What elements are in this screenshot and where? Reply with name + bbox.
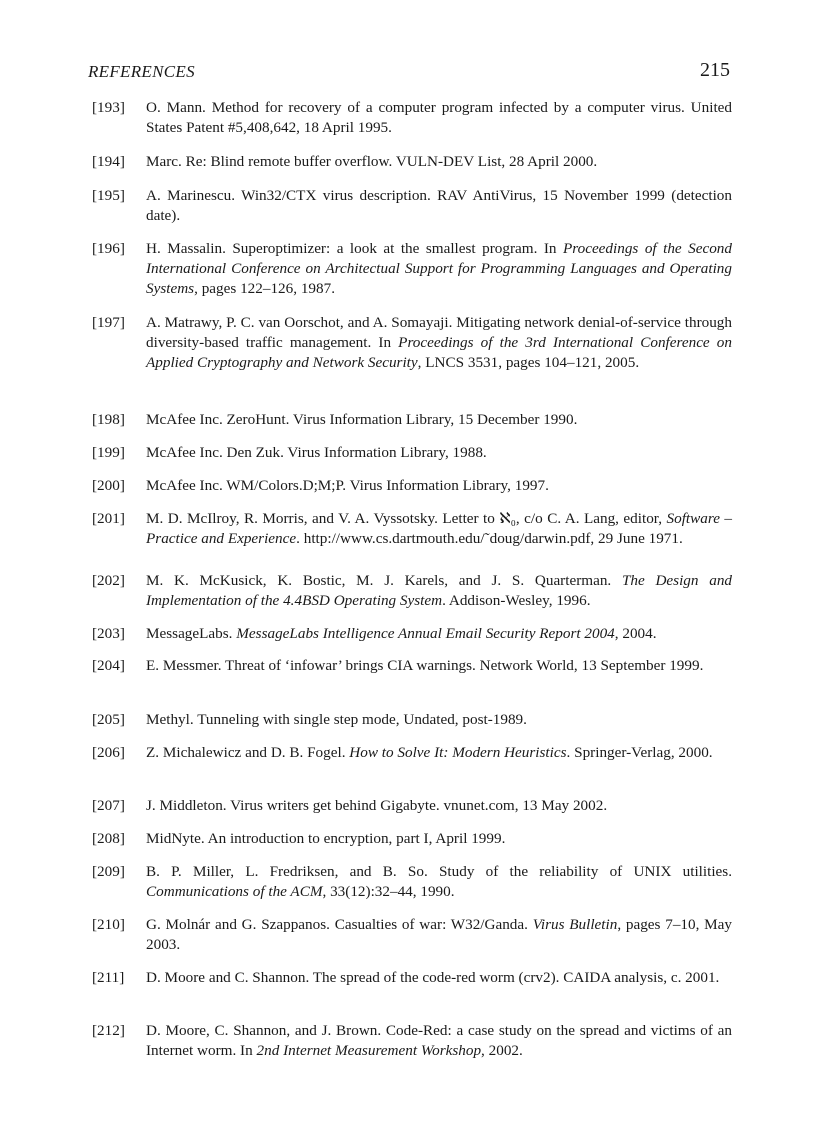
reference-item: [92, 313, 732, 373]
reference-item: [92, 656, 732, 676]
reference-item: [92, 710, 732, 730]
reference-text: McAfee Inc. WM/Colors.D;M;P. Virus Information Library, 1997.: [146, 477, 549, 494]
reference-item: [92, 476, 732, 496]
reference-text: D. Moore, C. Shannon, and J. Brown. Code-Red: a case study on the spread and victims of an Internet worm. In 2nd Internet Measurement Workshop, 2002.: [146, 1022, 732, 1059]
reference-item: [92, 98, 732, 138]
reference-text: D. Moore and C. Shannon. The spread of the code-red worm (crv2). CAIDA analysis, c. 2001.: [146, 969, 720, 986]
reference-number: [203]: [92, 625, 125, 642]
reference-item: [92, 743, 732, 763]
reference-text: H. Massalin. Superoptimizer: a look at the smallest program. In Proceedings of the Second International Conference on Architectual Support for Programming Languages and Operating Systems, pages 122–126, 1987.: [146, 240, 732, 297]
reference-number: [205]: [92, 711, 125, 728]
reference-number: [194]: [92, 153, 125, 170]
reference-item: [92, 239, 732, 299]
reference-item: [92, 571, 732, 611]
reference-item: [92, 968, 732, 988]
reference-number: [193]: [92, 99, 125, 116]
reference-number: [206]: [92, 744, 125, 761]
reference-text: MidNyte. An introduction to encryption, part I, April 1999.: [146, 830, 506, 847]
reference-number: [200]: [92, 477, 125, 494]
reference-number: [199]: [92, 444, 125, 461]
reference-number: [195]: [92, 187, 125, 204]
reference-text: M. K. McKusick, K. Bostic, M. J. Karels, and J. S. Quarterman. The Design and Implementation of the 4.4BSD Operating System. Addison-Wesley, 1996.: [146, 572, 733, 609]
reference-text: McAfee Inc. Den Zuk. Virus Information Library, 1988.: [146, 444, 487, 461]
reference-text: G. Molnár and G. Szappanos. Casualties of war: W32/Ganda. Virus Bulletin, pages 7–10, May 2003.: [146, 916, 732, 953]
reference-item: [92, 186, 732, 226]
reference-text: J. Middleton. Virus writers get behind Gigabyte. vnunet.com, 13 May 2002.: [146, 797, 608, 814]
reference-item: [92, 1021, 732, 1061]
reference-text: B. P. Miller, L. Fredriksen, and B. So. Study of the reliability of UNIX utilities. Communications of the ACM, 33(12):32–44, 1990.: [146, 863, 732, 900]
reference-text: MessageLabs. MessageLabs Intelligence Annual Email Security Report 2004, 2004.: [146, 625, 657, 642]
reference-item: [92, 624, 732, 644]
reference-text: Z. Michalewicz and D. B. Fogel. How to Solve It: Modern Heuristics. Springer-Verlag, 2000.: [146, 744, 713, 761]
reference-item: [92, 410, 732, 430]
page-header: [88, 59, 732, 86]
reference-text: M. D. McIlroy, R. Morris, and V. A. Vyssotsky. Letter to ℵ₀, c/o C. A. Lang, editor, Software – Practice and Experience. http://www.cs.dartmouth.edu/˜doug/darwin.pdf, 29 June 1971.: [146, 510, 732, 547]
reference-text: McAfee Inc. ZeroHunt. Virus Information Library, 15 December 1990.: [146, 411, 578, 428]
page-number: 215: [700, 59, 730, 81]
reference-item: [92, 915, 732, 955]
reference-item: [92, 152, 732, 172]
reference-number: [211]: [92, 969, 125, 986]
reference-text: Marc. Re: Blind remote buffer overflow. VULN-DEV List, 28 April 2000.: [146, 153, 598, 170]
reference-text: Methyl. Tunneling with single step mode, Undated, post-1989.: [146, 711, 527, 728]
reference-number: [197]: [92, 314, 125, 331]
reference-number: [209]: [92, 863, 125, 880]
reference-text: A. Matrawy, P. C. van Oorschot, and A. Somayaji. Mitigating network denial-of-service through diversity-based traffic management. In Proceedings of the 3rd International Conference on Applied Cryptography and Network Security, LNCS 3531, pages 104–121, 2005.: [146, 314, 732, 371]
reference-number: [207]: [92, 797, 125, 814]
reference-text: A. Marinescu. Win32/CTX virus description. RAV AntiVirus, 15 November 1999 (detection date).: [146, 187, 732, 224]
reference-number: [201]: [92, 510, 125, 527]
reference-item: [92, 443, 732, 463]
reference-number: [196]: [92, 240, 125, 257]
running-title: REFERENCES: [88, 62, 195, 81]
reference-number: [208]: [92, 830, 125, 847]
reference-number: [210]: [92, 916, 125, 933]
reference-number: [202]: [92, 572, 125, 589]
reference-number: [212]: [92, 1022, 125, 1039]
reference-item: [92, 796, 732, 816]
reference-item: [92, 829, 732, 849]
reference-text: E. Messmer. Threat of ‘infowar’ brings CIA warnings. Network World, 13 September 1999.: [146, 657, 704, 674]
reference-number: [204]: [92, 657, 125, 674]
reference-text: O. Mann. Method for recovery of a computer program infected by a computer virus. United States Patent #5,408,642, 18 April 1995.: [146, 99, 732, 136]
reference-item: [92, 862, 732, 902]
reference-number: [198]: [92, 411, 125, 428]
reference-item: [92, 509, 732, 549]
